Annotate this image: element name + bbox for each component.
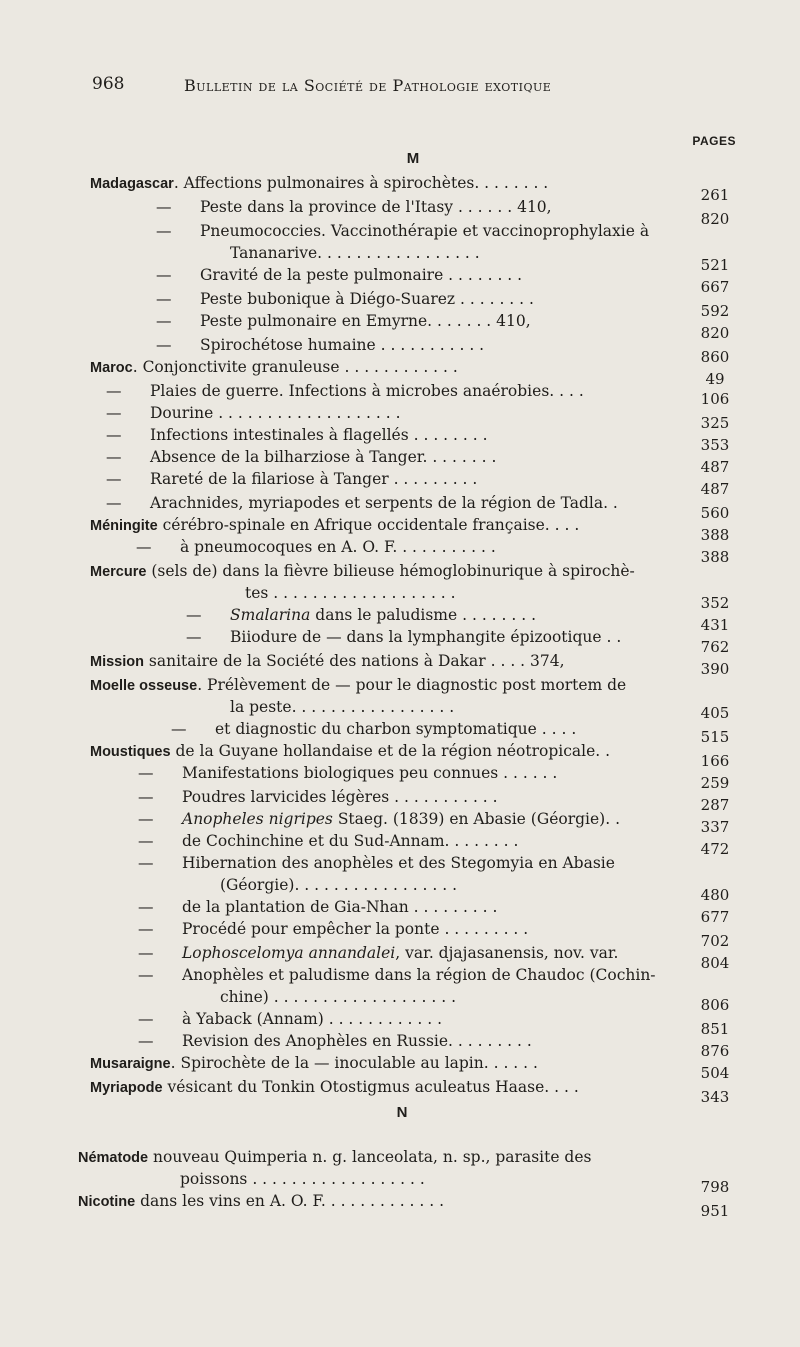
page-reference: 106 bbox=[700, 390, 730, 408]
page-reference: 337 bbox=[700, 818, 730, 836]
entry-text: (sels de) dans la fièvre bilieuse hémoglobinurique à spirochè- bbox=[146, 562, 635, 580]
index-m-entry bbox=[106, 492, 618, 514]
index-m-entry bbox=[106, 402, 401, 424]
page-reference: 521 bbox=[700, 256, 730, 274]
ditto-dash: — bbox=[106, 448, 122, 466]
index-m-entry bbox=[106, 468, 477, 490]
species-name: Anopheles nigripes bbox=[182, 810, 333, 828]
index-m-entry bbox=[90, 650, 565, 672]
page-reference: 261 bbox=[700, 186, 730, 204]
index-m-entry bbox=[230, 696, 454, 718]
index-m-entry bbox=[220, 874, 457, 896]
index-n-entry bbox=[180, 1168, 425, 1190]
page-reference: 804 bbox=[700, 954, 730, 972]
page-reference: 487 bbox=[700, 480, 730, 498]
page-reference: 951 bbox=[700, 1202, 730, 1220]
entry-text: à Yaback (Annam) . . . . . . . . . . . . bbox=[182, 1010, 443, 1028]
ditto-dash: — bbox=[136, 538, 152, 556]
index-m-entry bbox=[156, 264, 522, 286]
page-reference: 504 bbox=[700, 1064, 730, 1082]
entry-text: Rareté de la filariose à Tanger . . . . . . . . . bbox=[150, 470, 478, 488]
index-m-entry bbox=[156, 220, 649, 242]
page-reference: 431 bbox=[700, 616, 730, 634]
index-n-entry bbox=[78, 1190, 444, 1212]
page-reference: 702 bbox=[700, 932, 730, 950]
page-reference: 259 bbox=[700, 774, 730, 792]
species-name: Smalarina bbox=[230, 606, 311, 624]
entry-text: Revision des Anophèles en Russie. . . . . . . . . bbox=[182, 1032, 532, 1050]
page-reference: 166 bbox=[700, 752, 730, 770]
index-m-entry bbox=[156, 310, 531, 332]
entry-text: de la plantation de Gia-Nhan . . . . . . . . . bbox=[182, 898, 498, 916]
entry-text: dans le paludisme . . . . . . . . bbox=[310, 606, 537, 624]
entry-text: dans les vins en A. O. F. . . . . . . . . . . . . bbox=[135, 1192, 445, 1210]
entry-text: , var. djajasanensis, nov. var. bbox=[395, 944, 619, 962]
entry-text: Spirochétose humaine . . . . . . . . . . . bbox=[200, 336, 485, 354]
index-m-entry bbox=[156, 196, 552, 218]
entry-text: Procédé pour empêcher la ponte . . . . . . . . . bbox=[182, 920, 529, 938]
ditto-dash: — bbox=[156, 312, 172, 330]
ditto-dash: — bbox=[156, 266, 172, 284]
entry-text: de Cochinchine et du Sud-Annam. . . . . . . . bbox=[182, 832, 519, 850]
index-m-entry bbox=[230, 242, 480, 264]
ditto-dash: — bbox=[106, 470, 122, 488]
section-letter-n: N bbox=[396, 1104, 408, 1121]
entry-text: Staeg. (1839) en Abasie (Géorgie). . bbox=[332, 810, 620, 828]
species-name: Lophoscelomya annandalei bbox=[182, 944, 396, 962]
index-keyword: Méningite bbox=[90, 518, 158, 534]
index-m-entry bbox=[106, 424, 488, 446]
ditto-dash: — bbox=[156, 336, 172, 354]
ditto-dash: — bbox=[106, 382, 122, 400]
ditto-dash: — bbox=[138, 944, 154, 962]
index-m-entry bbox=[138, 896, 497, 918]
page-reference: 677 bbox=[700, 908, 730, 926]
ditto-dash: — bbox=[106, 404, 122, 422]
page-reference: 876 bbox=[700, 1042, 730, 1060]
index-keyword: Madagascar bbox=[90, 176, 174, 192]
entry-text: Pneumococcies. Vaccinothérapie et vaccinoprophylaxie à bbox=[200, 222, 650, 240]
page-number: 968 bbox=[92, 74, 125, 94]
page-reference: 820 bbox=[700, 324, 730, 342]
page-reference: 487 bbox=[700, 458, 730, 476]
page-reference: 325 bbox=[700, 414, 730, 432]
ditto-dash: — bbox=[171, 720, 187, 738]
entry-text: de la Guyane hollandaise et de la région néotropicale. . bbox=[170, 742, 611, 760]
index-m-entry bbox=[90, 560, 635, 582]
entry-text: sanitaire de la Société des nations à Dakar . . . . 374, bbox=[143, 652, 565, 670]
index-keyword: Musaraigne bbox=[90, 1056, 171, 1072]
page-reference: 820 bbox=[700, 210, 730, 228]
index-keyword: Mission bbox=[90, 654, 144, 670]
entry-text: Peste dans la province de l'Itasy . . . . . . 410, bbox=[200, 198, 552, 216]
page-reference: 353 bbox=[700, 436, 730, 454]
ditto-dash: — bbox=[138, 1032, 154, 1050]
index-m-entry bbox=[138, 964, 656, 986]
page-reference: 798 bbox=[700, 1178, 730, 1196]
entry-text: (Géorgie). . . . . . . . . . . . . . . . . bbox=[220, 876, 458, 894]
page-reference: 560 bbox=[700, 504, 730, 522]
ditto-dash: — bbox=[106, 494, 122, 512]
ditto-dash: — bbox=[186, 606, 202, 624]
index-m-entry bbox=[90, 1076, 579, 1098]
ditto-dash: — bbox=[138, 966, 154, 984]
page-reference: 388 bbox=[700, 548, 730, 566]
index-m-entry bbox=[90, 172, 548, 194]
entry-text: chine) . . . . . . . . . . . . . . . . . . . bbox=[220, 988, 457, 1006]
entry-text: Manifestations biologiques peu connues . . . . . . bbox=[182, 764, 558, 782]
entry-text: vésicant du Tonkin Otostigmus aculeatus Haase. . . . bbox=[162, 1078, 579, 1096]
index-m-entry bbox=[156, 334, 484, 356]
entry-text: Anophèles et paludisme dans la région de Chaudoc (Cochin- bbox=[182, 966, 656, 984]
index-m-entry bbox=[90, 514, 579, 536]
ditto-dash: — bbox=[138, 764, 154, 782]
entry-text: et diagnostic du charbon symptomatique . . . . bbox=[215, 720, 577, 738]
page-reference: 472 bbox=[700, 840, 730, 858]
index-keyword: Nicotine bbox=[78, 1194, 136, 1210]
page-reference: 860 bbox=[700, 348, 730, 366]
index-m-entry bbox=[220, 986, 456, 1008]
index-m-entry bbox=[90, 674, 626, 696]
index-keyword: Moustiques bbox=[90, 744, 171, 760]
entry-text: Hibernation des anophèles et des Stegomyia en Abasie bbox=[182, 854, 615, 872]
page-reference: 806 bbox=[700, 996, 730, 1014]
index-m-entry bbox=[138, 1008, 442, 1030]
entry-text: Gravité de la peste pulmonaire . . . . . . . . bbox=[200, 266, 523, 284]
section-letter-m: M bbox=[406, 150, 420, 167]
page-reference: 592 bbox=[700, 302, 730, 320]
index-m-entry bbox=[138, 762, 557, 784]
page-header bbox=[92, 74, 652, 100]
index-m-entry bbox=[90, 356, 458, 378]
entry-text: Dourine . . . . . . . . . . . . . . . . . . . bbox=[150, 404, 401, 422]
entry-text: Plaies de guerre. Infections à microbes anaérobies. . . . bbox=[150, 382, 584, 400]
ditto-dash: — bbox=[138, 920, 154, 938]
page-reference: 667 bbox=[700, 278, 730, 296]
index-m-entry bbox=[106, 446, 496, 468]
page-reference: 343 bbox=[700, 1088, 730, 1106]
entry-text: nouveau Quimperia n. g. lanceolata, n. sp., parasite des bbox=[148, 1148, 592, 1166]
index-m-entry bbox=[171, 718, 576, 740]
page-reference: 352 bbox=[700, 594, 730, 612]
index-keyword: Mercure bbox=[90, 564, 147, 580]
page-reference: 762 bbox=[700, 638, 730, 656]
entry-text: . Affections pulmonaires à spirochètes. . . . . . . . bbox=[173, 174, 549, 192]
ditto-dash: — bbox=[156, 198, 172, 216]
entry-text: poissons . . . . . . . . . . . . . . . . . . bbox=[180, 1170, 425, 1188]
index-n-entry bbox=[78, 1146, 592, 1168]
index-m-entry bbox=[138, 830, 518, 852]
ditto-dash: — bbox=[138, 788, 154, 806]
ditto-dash: — bbox=[186, 628, 202, 646]
ditto-dash: — bbox=[138, 810, 154, 828]
index-m-entry bbox=[90, 1052, 538, 1074]
index-m-entry bbox=[138, 1030, 532, 1052]
index-m-entry bbox=[156, 288, 534, 310]
index-m-entry bbox=[138, 918, 528, 940]
page-reference: 390 bbox=[700, 660, 730, 678]
page-reference: 480 bbox=[700, 886, 730, 904]
page-reference: 287 bbox=[700, 796, 730, 814]
entry-text: . Spirochète de la — inoculable au lapin. . . . . . bbox=[170, 1054, 538, 1072]
index-m-entry bbox=[138, 852, 615, 874]
ditto-dash: — bbox=[138, 898, 154, 916]
pages-column-label: PAGES bbox=[692, 134, 736, 148]
entry-text: cérébro-spinale en Afrique occidentale française. . . . bbox=[157, 516, 580, 534]
index-m-entry bbox=[245, 582, 456, 604]
index-m-entry bbox=[136, 536, 496, 558]
page-reference: 851 bbox=[700, 1020, 730, 1038]
entry-text: Absence de la bilharziose à Tanger. . . . . . . . bbox=[150, 448, 497, 466]
entry-text: Poudres larvicides légères . . . . . . . . . . . bbox=[182, 788, 498, 806]
index-m-entry bbox=[106, 380, 584, 402]
entry-text: Peste pulmonaire en Emyrne. . . . . . . 410, bbox=[200, 312, 531, 330]
entry-text: Biiodure de — dans la lymphangite épizootique . . bbox=[230, 628, 622, 646]
page-reference: 405 bbox=[700, 704, 730, 722]
page-reference: 388 bbox=[700, 526, 730, 544]
entry-text: à pneumocoques en A. O. F. . . . . . . . . . . bbox=[180, 538, 496, 556]
index-m-entry bbox=[186, 604, 536, 626]
index-m-entry bbox=[90, 740, 610, 762]
index-m-entry bbox=[138, 786, 498, 808]
entry-text: Peste bubonique à Diégo-Suarez . . . . . . . . bbox=[200, 290, 534, 308]
entry-text: Infections intestinales à flagellés . . . . . . . . bbox=[150, 426, 488, 444]
entry-text: . Conjonctivite granuleuse . . . . . . . . . . . . bbox=[132, 358, 458, 376]
entry-text: Arachnides, myriapodes et serpents de la région de Tadla. . bbox=[150, 494, 618, 512]
index-m-entry bbox=[138, 942, 618, 964]
entry-text: tes . . . . . . . . . . . . . . . . . . . bbox=[245, 584, 456, 602]
index-m-entry bbox=[138, 808, 620, 830]
entry-text: . Prélèvement de — pour le diagnostic post mortem de bbox=[197, 676, 627, 694]
ditto-dash: — bbox=[156, 222, 172, 240]
page-reference: 515 bbox=[700, 728, 730, 746]
ditto-dash: — bbox=[138, 1010, 154, 1028]
ditto-dash: — bbox=[106, 426, 122, 444]
index-m-entry bbox=[186, 626, 621, 648]
ditto-dash: — bbox=[138, 854, 154, 872]
index-keyword: Moelle osseuse bbox=[90, 678, 198, 694]
index-keyword: Maroc bbox=[90, 360, 133, 376]
ditto-dash: — bbox=[156, 290, 172, 308]
ditto-dash: — bbox=[138, 832, 154, 850]
journal-title: Bulletin de la Société de Pathologie exotique bbox=[184, 76, 552, 95]
entry-text: Tananarive. . . . . . . . . . . . . . . . . bbox=[230, 244, 480, 262]
entry-text: la peste. . . . . . . . . . . . . . . . . bbox=[230, 698, 455, 716]
index-keyword: Nématode bbox=[78, 1150, 149, 1166]
index-keyword: Myriapode bbox=[90, 1080, 163, 1096]
page-reference: 49 bbox=[705, 370, 725, 388]
